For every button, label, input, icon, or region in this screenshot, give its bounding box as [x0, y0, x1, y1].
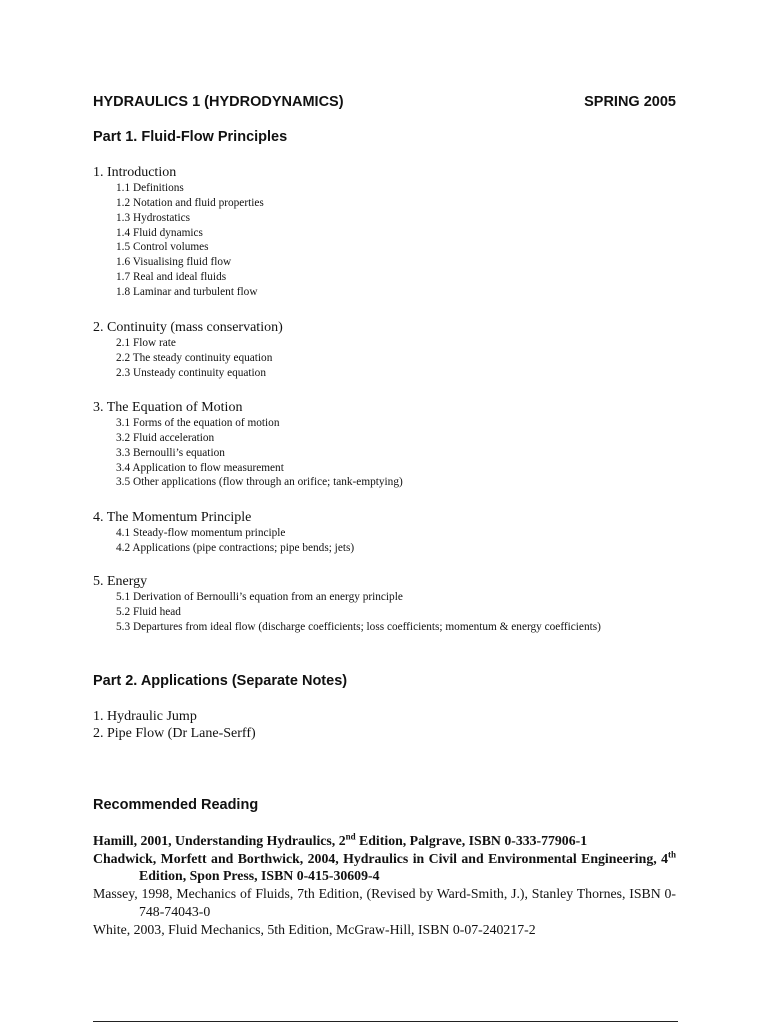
term-label: SPRING 2005	[584, 94, 676, 110]
list-item: 1. Hydraulic Jump	[93, 709, 197, 724]
section-items	[93, 336, 283, 381]
section-energy	[93, 574, 601, 635]
list-item: 1.1 Definitions	[116, 182, 184, 194]
section-title: 5. Energy	[93, 574, 148, 589]
reference-hamill: Hamill, 2001, Understanding Hydraulics, 2nd Edition, Palgrave, ISBN 0-333-77906-1	[93, 831, 588, 848]
list-item: 3.4 Application to flow measurement	[116, 461, 284, 474]
section-momentum-principle	[93, 510, 354, 556]
list-item: 5.1 Derivation of Bernoulli’s equation from an energy principle	[116, 591, 403, 603]
reference-chadwick: Chadwick, Morfett and Borthwick, 2004, Hydraulics in Civil and Environmental Engineering, 4th Edition, Spon Press, ISBN 0-415-30609-4	[93, 849, 676, 884]
list-item: 3.3 Bernoulli’s equation	[116, 446, 225, 459]
section-title: 1. Introduction	[93, 165, 177, 180]
section-items	[93, 590, 601, 635]
part2-list	[93, 708, 256, 742]
part1-heading: Part 1. Fluid-Flow Principles	[93, 129, 288, 145]
list-item: 1.8 Laminar and turbulent flow	[116, 285, 258, 298]
list-item: 4.2 Applications (pipe contractions; pipe bends; jets)	[116, 541, 355, 554]
list-item: 3.2 Fluid acceleration	[116, 431, 215, 444]
footer-divider	[93, 1021, 678, 1022]
list-item: 1.4 Fluid dynamics	[116, 226, 203, 239]
reading-list	[93, 832, 676, 938]
reference-massey: Massey, 1998, Mechanics of Fluids, 7th Edition, (Revised by Ward-Smith, J.), Stanley Thornes, ISBN 0-748-74043-0	[93, 886, 676, 919]
list-item: 1.5 Control volumes	[116, 241, 209, 254]
part2-heading: Part 2. Applications (Separate Notes)	[93, 673, 348, 689]
reading-heading: Recommended Reading	[93, 797, 259, 813]
reference-white: White, 2003, Fluid Mechanics, 5th Edition, McGraw-Hill, ISBN 0-07-240217-2	[93, 921, 536, 937]
list-item: 5.2 Fluid head	[116, 605, 181, 618]
section-title: 2. Continuity (mass conservation)	[93, 320, 283, 335]
course-title: HYDRAULICS 1 (HYDRODYNAMICS)	[93, 94, 344, 110]
section-items	[93, 416, 403, 490]
section-introduction	[93, 165, 264, 300]
section-items	[93, 181, 264, 300]
list-item: 3.1 Forms of the equation of motion	[116, 417, 280, 429]
list-item: 2.1 Flow rate	[116, 337, 176, 349]
list-item: 2. Pipe Flow (Dr Lane-Serff)	[93, 726, 256, 741]
list-item: 5.3 Departures from ideal flow (discharge coefficients; loss coefficients; momentum & energy coefficients)	[116, 620, 601, 633]
document-header	[93, 92, 676, 112]
section-title: 3. The Equation of Motion	[93, 400, 243, 415]
list-item: 1.6 Visualising fluid flow	[116, 256, 232, 269]
section-title: 4. The Momentum Principle	[93, 510, 252, 525]
section-equation-of-motion	[93, 400, 403, 490]
list-item: 1.2 Notation and fluid properties	[116, 196, 264, 209]
section-continuity	[93, 320, 283, 381]
list-item: 4.1 Steady-flow momentum principle	[116, 527, 286, 539]
list-item: 3.5 Other applications (flow through an orifice; tank-emptying)	[116, 476, 403, 489]
list-item: 1.7 Real and ideal fluids	[116, 271, 227, 284]
section-items	[93, 526, 354, 556]
list-item: 1.3 Hydrostatics	[116, 211, 191, 224]
list-item: 2.2 The steady continuity equation	[116, 351, 273, 364]
list-item: 2.3 Unsteady continuity equation	[116, 366, 266, 379]
